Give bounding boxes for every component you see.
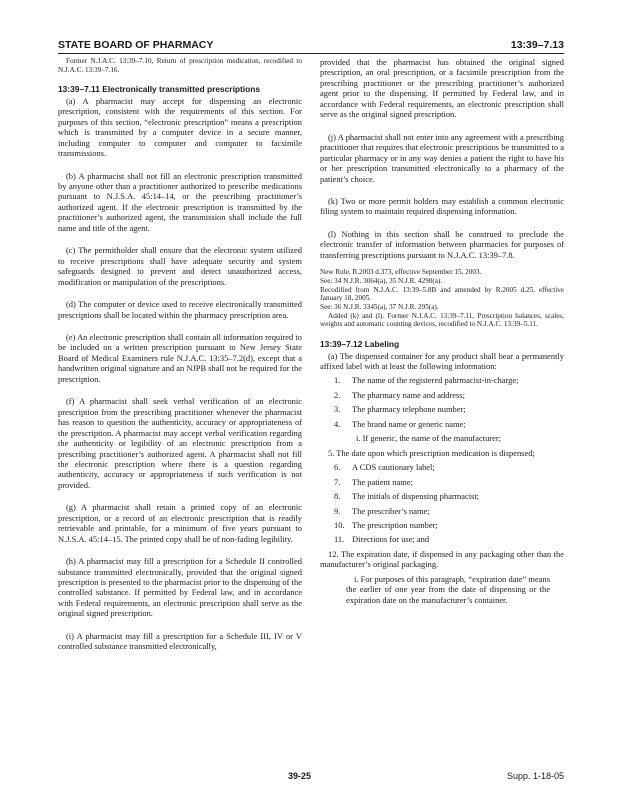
para-b: (b) A pharmacist shall not fill an electronic prescription transmitted by anyone other than a practitioner authorized to prescribe medications pursuant to N.J.S.A. 45:14–14, or the prescribing practitioner’s authorized agent. If the electronic prescription is transmitted by the practitioner’s authorized agent, the transmission shall include the full name and title of the agent. (58, 170, 302, 233)
para-c: (c) The permitholder shall ensure that the electronic system utilized to receive prescriptions shall have adequate security and system safeguards designed to prevent and detect unauthorized access, modification or manipulation of the prescriptions. (58, 245, 302, 287)
list-number: 1. (334, 375, 341, 386)
history-line: Recodified from N.J.A.C. 13:39–5.8B and amended by R.2005 d.25, effective January 18, 2005. (320, 285, 564, 303)
list-text: The patient name; (352, 476, 413, 487)
para-d: (d) The computer or device used to receive electronically transmitted prescriptions shall be located within the pharmacy prescription area. (58, 299, 302, 320)
former-note: Former N.J.A.C. 13:39–7.10, Return of prescription medication, recodified to N.J.A.C. 13:39–7.16. (58, 57, 302, 74)
list-item (320, 375, 564, 385)
list-item (320, 462, 564, 472)
right-column (320, 57, 564, 605)
left-column (58, 57, 302, 652)
list-text: The brand name or generic name; (352, 418, 466, 429)
para-f: (f) A pharmacist shall seek verbal verification of an electronic prescription from the prescribing practitioner whenever the pharmacist has reason to question the authenticity, accuracy or appropriateness of the prescription. A pharmacist may accept verbal verification regarding the authenticity or legibility of an electronic prescription from a prescribing practitioner’s authorized agent. A pharmacist shall not fill the electronic prescription where there is a question regarding authenticity, accuracy or appropriateness if such verification is not provided. (58, 396, 302, 490)
list-number: 7. (334, 476, 341, 487)
history-line: Added (k) and (l). Former N.J.A.C. 13:39–7.11, Prescription balances, scales, weights and automatic counting devices, recodified to N.J.A.C. 13:39–5.11. (320, 311, 564, 329)
list-text: The prescription number; (352, 520, 438, 531)
para-l: (l) Nothing in this section shall be construed to preclude the electronic transfer of information between pharmacies for purposes of transferring prescriptions pursuant to N.J.A.C. 13:39–7.8. (320, 228, 564, 260)
labeling-intro: (a) The dispensed container for any product shall bear a permanently affixed label with at least the following information: (320, 350, 564, 372)
history-line: See: 34 N.J.R. 3064(a), 35 N.J.R. 4290(a). (320, 276, 443, 285)
list-item-5: 5. The date upon which prescription medication is dispensed; (328, 447, 535, 458)
section-heading-7-12: 13:39–7.12 Labeling (320, 339, 400, 350)
section-heading-7-11: 13:39–7.11 Electronically transmitted prescriptions (58, 84, 261, 95)
header-section-range: 13:39–7.13 (510, 39, 564, 51)
list-text: A CDS cautionary label; (352, 462, 435, 473)
list-number: 10. (334, 520, 345, 531)
para-a: (a) A pharmacist may accept for dispensing an electronic prescription, consistent with the requirements of this section. For purposes of this section, “electronic prescription” means a prescription which is transmitted by a computer device in a secure manner, including computer to computer and computer to facsimile transmissions. (58, 95, 302, 159)
list-item (320, 419, 564, 429)
header-title: STATE BOARD OF PHARMACY (58, 39, 214, 51)
list-text: Directions for use; and (352, 534, 430, 545)
list-item (320, 404, 564, 414)
list-item (320, 390, 564, 400)
para-e: (e) An electronic prescription shall contain all information required to be included on a written prescription pursuant to New Jersey State Board of Medical Examiners rule N.J.A.C. 13:35–7.2(d), except that a handwritten original signature and an NJPB shall not be required for the prescription. (58, 331, 302, 384)
list-subitem: i. If generic, the name of the manufacturer; (356, 433, 502, 444)
list-item (320, 506, 564, 516)
para-k: (k) Two or more permit holders may establish a common electronic filing system to maintain required dispensing information. (320, 195, 564, 217)
list-number: 3. (334, 404, 341, 415)
list-text: The pharmacy telephone number; (352, 404, 466, 415)
list-text: The initials of dispensing pharmacist; (352, 491, 480, 502)
list-number: 6. (334, 462, 341, 473)
list-item (320, 477, 564, 487)
para-h: (h) A pharmacist may fill a prescription for a Schedule II controlled substance transmitted electronically, provided that the original signed prescription is presented to the pharmacist prior to the dispensing of the controlled substance. If permitted by Federal law, and in accordance with Federal requirements, an electronic prescription shall serve as the original signed prescription. (58, 556, 302, 619)
para-i-continued: provided that the pharmacist has obtained the original signed prescription, an oral prescription, or a facsimile prescription from the prescribing practitioner or the prescribing practitioner’s authorized agent prior to the dispensing. If permitted by Federal law, and in accordance with Federal requirements, an electronic prescription shall serve as the original signed prescription. (320, 57, 564, 120)
history-notes (320, 268, 564, 329)
running-header (58, 37, 564, 54)
list-number: 4. (334, 418, 341, 429)
history-line: New Rule, R.2003 d.373, effective September 15, 2003. (320, 268, 482, 277)
supplement-date: Supp. 1-18-05 (506, 771, 564, 781)
list-item-12: 12. The expiration date, if dispensed in any packaging other than the manufacturer’s original packaging. (320, 548, 564, 570)
list-subitem: i. For purposes of this paragraph, “expiration date” means the earlier of one year from the date of dispensing or the expiration date on the manufacturer’s container. (346, 573, 550, 605)
list-item (320, 520, 564, 530)
list-number: 9. (334, 505, 341, 516)
para-i: (i) A pharmacist may fill a prescription for a Schedule III, IV or V controlled substance transmitted electronically, (58, 630, 302, 652)
list-number: 11. (334, 534, 345, 545)
list-item (320, 534, 564, 544)
history-line: See: 36 N.J.R. 3345(a), 37 N.J.R. 295(a). (320, 303, 439, 312)
list-text: The pharmacy name and address; (352, 389, 465, 400)
page-number: 39-25 (288, 771, 312, 781)
list-number: 8. (334, 491, 341, 502)
para-g: (g) A pharmacist shall retain a printed copy of an electronic prescription, or a record of an electronic prescription that is readily retrievable and printable, for a minimum of five years pursuant to N.J.S.A. 45:14–15. The printed copy shall be of non-fading legibility. (58, 502, 302, 544)
list-item (320, 491, 564, 501)
para-j: (j) A pharmacist shall not enter into any agreement with a prescribing practitioner that requires that electronic prescriptions be transmitted to a particular pharmacy or in any way denies a patient the right to have his or her prescription transmitted electronically to a pharmacy of the patient’s choice. (320, 131, 564, 184)
list-number: 2. (334, 389, 341, 400)
list-text: The name of the registered pahrmacist-in-charge; (352, 375, 519, 386)
list-text: The prescriber’s name; (352, 505, 430, 516)
